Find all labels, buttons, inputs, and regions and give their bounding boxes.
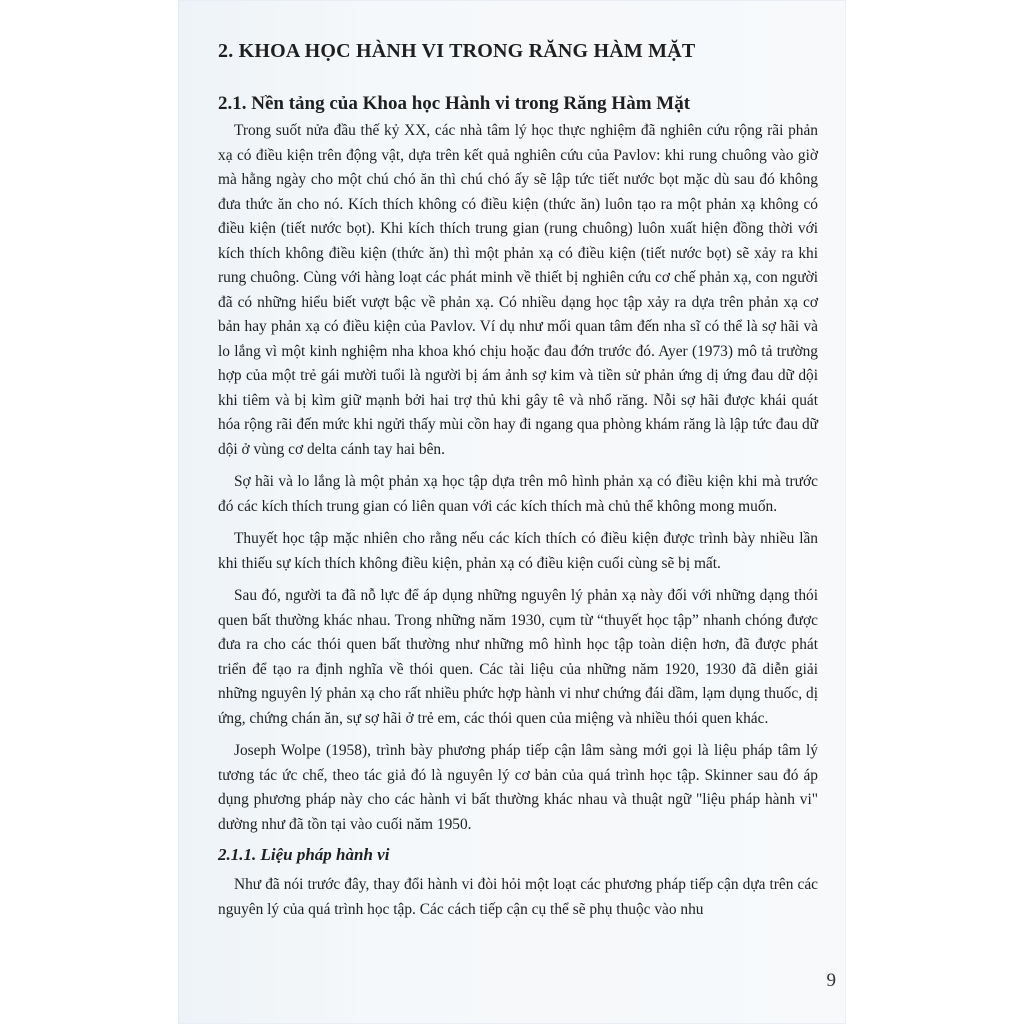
subsubsection-heading: 2.1.1. Liệu pháp hành vi: [218, 845, 390, 864]
page-number: 9: [826, 970, 836, 991]
page-content: [218, 40, 818, 924]
paragraph: Thuyết học tập mặc nhiên cho rằng nếu các kích thích có điều kiện được trình bày nhiều lần khi thiếu sự kích thích không điều kiện, phản xạ có điều kiện cuối cùng sẽ bị mất.: [218, 530, 818, 572]
paragraph: Trong suốt nửa đầu thế kỷ XX, các nhà tâm lý học thực nghiệm đã nghiên cứu rộng rãi phản xạ có điều kiện trên động vật, dựa trên kết quả nghiên cứu của Pavlov: khi rung chuông vào giờ mà hằng ngày cho một chú chó ăn thì chú chó ấy sẽ lập tức tiết nước bọt mặc dù sau đó không đưa thức ăn cho nó. Kích thích không có điều kiện (thức ăn) luôn tạo ra một phản xạ không có điều kiện (tiết nước bọt). Khi kích thích trung gian (rung chuông) luôn xuất hiện đồng thời với kích thích không điều kiện (thức ăn) thì một phản xạ có điều kiện (tiết nước bọt) sẽ xảy ra khi rung chuông. Cùng với hàng loạt các phát minh về thiết bị nghiên cứu cơ chế phản xạ, con người đã có những hiểu biết vượt bậc về phản xạ. Có nhiều dạng học tập xảy ra dựa trên phản xạ cơ bản hay phản xạ có điều kiện của Pavlov. Ví dụ như mối quan tâm đến nha sĩ có thể là sợ hãi và lo lắng vì một kinh nghiệm nha khoa khó chịu hoặc đau đớn trước đó. Ayer (1973) mô tả trường hợp của một trẻ gái mười tuổi là người bị ám ảnh sợ kim và tiền sử phản ứng dị ứng đau dữ dội khi tiêm và bị kìm giữ mạnh bởi hai trợ thủ khi gây tê và nhổ răng. Nỗi sợ hãi được khái quát hóa rộng rãi đến mức khi ngửi thấy mùi cồn hay đi ngang qua phòng khám răng là lập tức đau dữ dội ở vùng cơ delta cánh tay hai bên.: [218, 122, 818, 458]
paragraph: Joseph Wolpe (1958), trình bày phương pháp tiếp cận lâm sàng mới gọi là liệu pháp tâm lý tương tác ức chế, theo tác giả đó là nguyên lý cơ bản của quá trình học tập. Skinner sau đó áp dụng phương pháp này cho các hành vi bất thường khác nhau và thuật ngữ "liệu pháp hành vi" dường như đã tồn tại vào cuối năm 1950.: [218, 742, 818, 833]
book-page: [178, 0, 846, 1024]
paragraph: Sợ hãi và lo lắng là một phản xạ học tập dựa trên mô hình phản xạ có điều kiện khi mà trước đó các kích thích trung gian có liên quan với các kích thích mà chủ thể không mong muốn.: [218, 473, 818, 515]
subsection-heading: 2.1. Nền tảng của Khoa học Hành vi trong Răng Hàm Mặt: [218, 93, 691, 114]
section-heading: 2. KHOA HỌC HÀNH VI TRONG RĂNG HÀM MẶT: [218, 40, 696, 62]
paragraph: Như đã nói trước đây, thay đổi hành vi đòi hỏi một loạt các phương pháp tiếp cận dựa trên các nguyên lý của quá trình học tập. Các cách tiếp cận cụ thể sẽ phụ thuộc vào nhu: [218, 876, 818, 918]
paragraph: Sau đó, người ta đã nỗ lực để áp dụng những nguyên lý phản xạ này đối với những dạng thói quen bất thường khác nhau. Trong những năm 1930, cụm từ “thuyết học tập” nhanh chóng được đưa ra cho các thói quen bất thường như những mô hình học tập toàn diện hơn, đã được phát triển để tạo ra định nghĩa về thói quen. Các tài liệu của những năm 1920, 1930 đã diễn giải những nguyên lý phản xạ cho rất nhiều phức hợp hành vi như chứng đái dầm, lạm dụng thuốc, dị ứng, chứng chán ăn, sự sợ hãi ở trẻ em, các thói quen của miệng và nhiều thói quen khác.: [218, 587, 818, 727]
